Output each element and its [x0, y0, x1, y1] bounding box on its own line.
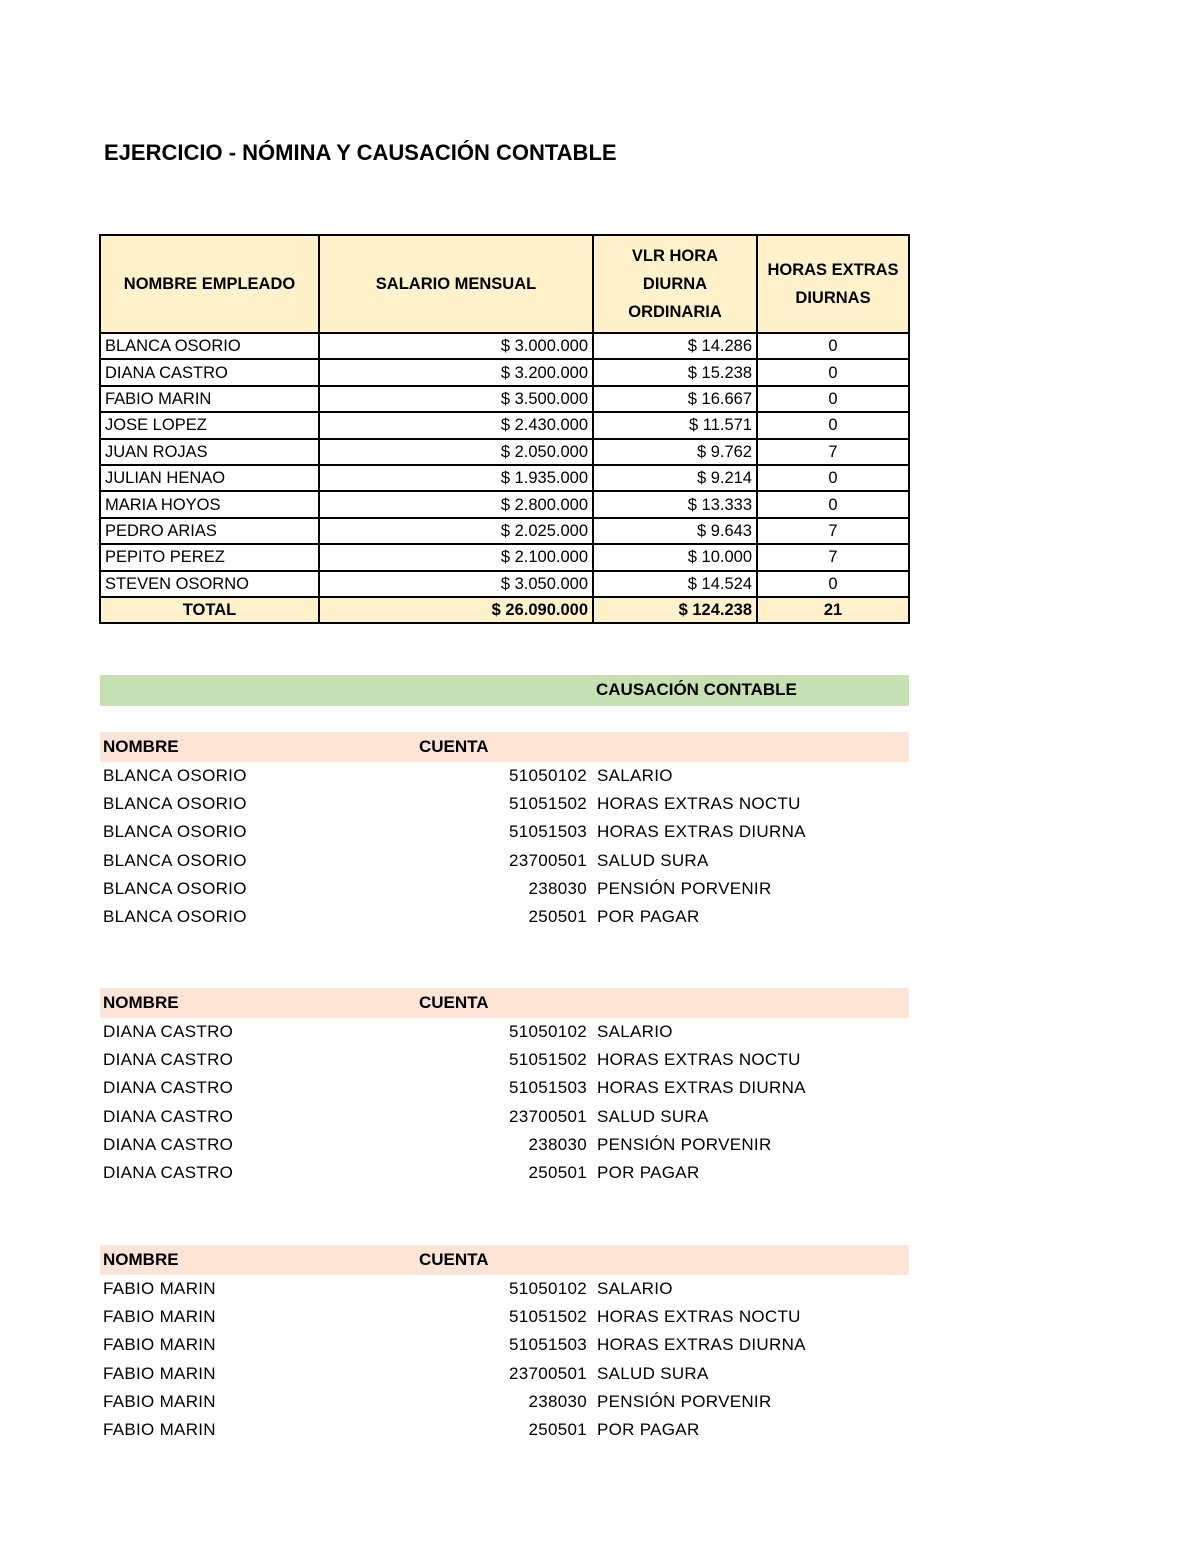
entry-cuenta: 238030: [528, 1134, 587, 1154]
block-header: [100, 732, 909, 762]
entry-cuenta: 23700501: [508, 1106, 587, 1126]
table-row: [100, 465, 909, 491]
cell-nombre: JOSE LOPEZ: [100, 412, 319, 438]
entry-descripcion: PENSIÓN PORVENIR: [597, 1134, 772, 1154]
entry-nombre: DIANA CASTRO: [103, 1078, 234, 1098]
entry-nombre: BLANCA OSORIO: [103, 794, 247, 814]
table-row: [100, 571, 909, 597]
entry-cuenta: 51050102: [508, 766, 587, 785]
cell-horas: 0: [757, 465, 909, 491]
entry-cuenta: 23700501: [508, 850, 587, 870]
entry-descripcion: SALUD SURA: [597, 1363, 709, 1383]
table-row: [100, 518, 909, 544]
list-item: [100, 1046, 909, 1074]
nomina-table: [99, 234, 910, 624]
list-item: [100, 1303, 909, 1331]
cell-vlr-hora: $ 9.643: [593, 518, 757, 544]
cell-horas: 0: [757, 359, 909, 385]
header-salario-mensual: SALARIO MENSUAL: [319, 235, 593, 333]
entry-descripcion: HORAS EXTRAS DIURNA: [597, 822, 806, 842]
entry-cuenta: 51051503: [508, 1335, 587, 1355]
table-row: [100, 412, 909, 438]
list-item: [100, 790, 909, 818]
causacion-block: [100, 732, 909, 931]
entry-cuenta: 238030: [528, 878, 587, 898]
entry-nombre: DIANA CASTRO: [103, 1050, 234, 1070]
entry-nombre: BLANCA OSORIO: [103, 906, 247, 926]
total-row: [100, 597, 909, 623]
entry-nombre: FABIO MARIN: [103, 1307, 216, 1327]
cell-horas: 7: [757, 518, 909, 544]
list-item: [100, 818, 909, 846]
cell-salario: $ 2.050.000: [319, 439, 593, 465]
entry-descripcion: POR PAGAR: [597, 906, 700, 926]
cell-salario: $ 2.025.000: [319, 518, 593, 544]
header-cuenta: CUENTA: [419, 993, 489, 1012]
total-horas: 21: [757, 597, 909, 623]
entry-cuenta: 238030: [528, 1391, 587, 1411]
entry-descripcion: SALUD SURA: [597, 850, 709, 870]
entry-nombre: FABIO MARIN: [103, 1363, 216, 1383]
cell-nombre: JUAN ROJAS: [100, 439, 319, 465]
entry-cuenta: 250501: [528, 1162, 587, 1182]
table-row: [100, 359, 909, 385]
cell-horas: 0: [757, 571, 909, 597]
cell-horas: 0: [757, 412, 909, 438]
entry-cuenta: 51051502: [508, 1050, 587, 1070]
entry-descripcion: SALARIO: [597, 766, 673, 785]
nomina-header-row: [100, 235, 909, 333]
list-item: [100, 1388, 909, 1416]
header-cuenta: CUENTA: [419, 1250, 489, 1269]
cell-vlr-hora: $ 15.238: [593, 359, 757, 385]
cell-salario: $ 3.500.000: [319, 386, 593, 412]
entry-cuenta: 51051503: [508, 822, 587, 842]
list-item: [100, 1275, 909, 1303]
list-item: [100, 1018, 909, 1046]
entry-descripcion: HORAS EXTRAS NOCTU: [597, 1307, 801, 1327]
cell-vlr-hora: $ 13.333: [593, 491, 757, 517]
cell-vlr-hora: $ 11.571: [593, 412, 757, 438]
list-item: [100, 1103, 909, 1131]
cell-horas: 0: [757, 333, 909, 359]
entry-cuenta: 51050102: [508, 1022, 587, 1041]
entry-nombre: BLANCA OSORIO: [103, 878, 247, 898]
cell-salario: $ 2.100.000: [319, 544, 593, 570]
table-row: [100, 333, 909, 359]
cell-vlr-hora: $ 14.286: [593, 333, 757, 359]
header-cuenta: CUENTA: [419, 737, 489, 756]
entry-cuenta: 51051502: [508, 794, 587, 814]
list-item: [100, 875, 909, 903]
entry-descripcion: HORAS EXTRAS NOCTU: [597, 1050, 801, 1070]
causacion-band: [100, 675, 909, 706]
nomina-body: [100, 333, 909, 623]
cell-vlr-hora: $ 16.667: [593, 386, 757, 412]
cell-nombre: MARIA HOYOS: [100, 491, 319, 517]
list-item: [100, 1416, 909, 1444]
cell-nombre: STEVEN OSORNO: [100, 571, 319, 597]
entry-nombre: BLANCA OSORIO: [103, 766, 247, 785]
cell-salario: $ 2.800.000: [319, 491, 593, 517]
cell-vlr-hora: $ 9.214: [593, 465, 757, 491]
entry-descripcion: HORAS EXTRAS DIURNA: [597, 1335, 806, 1355]
table-row: [100, 386, 909, 412]
entry-descripcion: POR PAGAR: [597, 1419, 700, 1439]
list-item: [100, 903, 909, 931]
cell-nombre: PEPITO PEREZ: [100, 544, 319, 570]
cell-vlr-hora: $ 14.524: [593, 571, 757, 597]
cell-horas: 0: [757, 491, 909, 517]
list-item: [100, 1159, 909, 1187]
list-item: [100, 1074, 909, 1102]
entry-nombre: BLANCA OSORIO: [103, 850, 247, 870]
cell-vlr-hora: $ 10.000: [593, 544, 757, 570]
entry-descripcion: HORAS EXTRAS DIURNA: [597, 1078, 806, 1098]
block-header: [100, 988, 909, 1018]
cell-salario: $ 1.935.000: [319, 465, 593, 491]
header-nombre: NOMBRE: [103, 993, 179, 1012]
table-row: [100, 544, 909, 570]
cell-horas: 0: [757, 386, 909, 412]
entry-nombre: DIANA CASTRO: [103, 1022, 234, 1041]
header-nombre-empleado: NOMBRE EMPLEADO: [100, 235, 319, 333]
entry-descripcion: HORAS EXTRAS NOCTU: [597, 794, 801, 814]
entry-cuenta: 51051502: [508, 1307, 587, 1327]
entry-nombre: FABIO MARIN: [103, 1335, 216, 1355]
total-vlr-hora: $ 124.238: [593, 597, 757, 623]
causacion-title: CAUSACIÓN CONTABLE: [596, 680, 797, 699]
entry-descripcion: PENSIÓN PORVENIR: [597, 878, 772, 898]
entry-nombre: DIANA CASTRO: [103, 1162, 234, 1182]
entry-nombre: FABIO MARIN: [103, 1391, 216, 1411]
total-salario: $ 26.090.000: [319, 597, 593, 623]
total-label: TOTAL: [100, 597, 319, 623]
entry-cuenta: 250501: [528, 1419, 587, 1439]
block-header: [100, 1245, 909, 1275]
cell-nombre: DIANA CASTRO: [100, 359, 319, 385]
page-title: EJERCICIO - NÓMINA Y CAUSACIÓN CONTABLE: [104, 140, 617, 165]
list-item: [100, 1360, 909, 1388]
cell-horas: 7: [757, 439, 909, 465]
list-item: [100, 762, 909, 790]
cell-salario: $ 3.050.000: [319, 571, 593, 597]
entry-nombre: DIANA CASTRO: [103, 1106, 234, 1126]
cell-salario: $ 2.430.000: [319, 412, 593, 438]
cell-salario: $ 3.000.000: [319, 333, 593, 359]
entry-descripcion: SALUD SURA: [597, 1106, 709, 1126]
header-horas-extras: HORAS EXTRAS DIURNAS: [757, 235, 909, 333]
entry-nombre: FABIO MARIN: [103, 1419, 216, 1439]
entry-nombre: FABIO MARIN: [103, 1279, 216, 1298]
causacion-block: [100, 1245, 909, 1444]
cell-nombre: BLANCA OSORIO: [100, 333, 319, 359]
list-item: [100, 847, 909, 875]
header-nombre: NOMBRE: [103, 1250, 179, 1269]
entry-nombre: DIANA CASTRO: [103, 1134, 234, 1154]
cell-nombre: FABIO MARIN: [100, 386, 319, 412]
entry-cuenta: 51050102: [508, 1279, 587, 1298]
list-item: [100, 1331, 909, 1359]
cell-salario: $ 3.200.000: [319, 359, 593, 385]
entry-descripcion: SALARIO: [597, 1279, 673, 1298]
entry-descripcion: PENSIÓN PORVENIR: [597, 1391, 772, 1411]
causacion-block: [100, 988, 909, 1187]
entry-cuenta: 250501: [528, 906, 587, 926]
entry-cuenta: 51051503: [508, 1078, 587, 1098]
cell-vlr-hora: $ 9.762: [593, 439, 757, 465]
cell-nombre: JULIAN HENAO: [100, 465, 319, 491]
cell-horas: 7: [757, 544, 909, 570]
header-nombre: NOMBRE: [103, 737, 179, 756]
entry-descripcion: POR PAGAR: [597, 1162, 700, 1182]
entry-cuenta: 23700501: [508, 1363, 587, 1383]
cell-nombre: PEDRO ARIAS: [100, 518, 319, 544]
header-vlr-hora: VLR HORA DIURNA ORDINARIA: [593, 235, 757, 333]
entry-nombre: BLANCA OSORIO: [103, 822, 247, 842]
table-row: [100, 491, 909, 517]
entry-descripcion: SALARIO: [597, 1022, 673, 1041]
table-row: [100, 439, 909, 465]
list-item: [100, 1131, 909, 1159]
